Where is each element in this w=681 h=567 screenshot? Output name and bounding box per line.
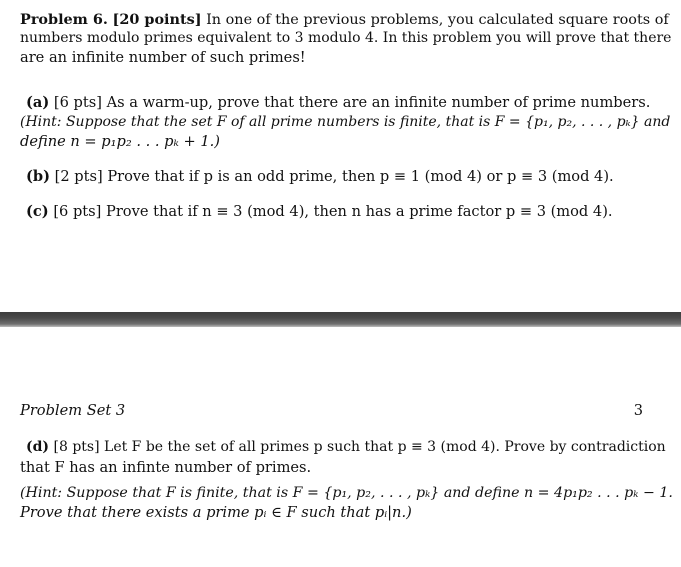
part-d-points: [8 pts] — [53, 439, 100, 455]
intro-text-2: numbers modulo primes equivalent to 3 modulo 4. In this problem you will prove that there — [20, 30, 672, 46]
part-b-points: [2 pts] — [54, 168, 103, 185]
problem-intro-line-1 — [20, 10, 669, 30]
part-a-text: As a warm-up, prove that there are an infinite number of prime numbers. — [106, 94, 651, 111]
page-separator — [0, 312, 681, 327]
part-b-text: Prove that if p is an odd prime, then p ≡ 1 (mod 4) or p ≡ 3 (mod 4). — [107, 168, 614, 185]
part-b-label: (b) — [26, 168, 51, 185]
part-c — [26, 202, 613, 221]
part-d-text-2: that F has an infinte number of primes. — [20, 459, 312, 476]
part-d — [26, 438, 666, 457]
part-c-label: (c) — [26, 203, 49, 220]
part-a-label: (a) — [26, 94, 50, 111]
part-c-text: Prove that if n ≡ 3 (mod 4), then n has a prime factor p ≡ 3 (mod 4). — [106, 203, 613, 220]
problem-points: [20 points] — [112, 11, 202, 28]
part-a-points: [6 pts] — [53, 94, 102, 111]
intro-text-1: In one of the previous problems, you calculated square roots of — [206, 12, 669, 28]
problem-title: Problem 6. — [20, 11, 108, 28]
page-number: 3 — [633, 402, 643, 419]
page-header-left: Problem Set 3 — [20, 402, 126, 419]
part-a-hint-2: define n = p₁p₂ . . . pₖ + 1.) — [20, 133, 220, 150]
part-d-hint-2: Prove that there exists a prime pᵢ ∈ F such that pᵢ|n.) — [20, 504, 412, 521]
part-d-label: (d) — [26, 439, 50, 455]
part-d-hint-1: (Hint: Suppose that F is finite, that is F = {p₁, p₂, . . . , pₖ} and define n = 4p₁p₂ . . . pₖ − 1. — [20, 485, 673, 501]
part-d-text-1: Let F be the set of all primes p such that p ≡ 3 (mod 4). Prove by contradiction — [104, 439, 666, 455]
part-a-hint-1: (Hint: Suppose that the set F of all prime numbers is finite, that is F = {p₁, p₂, . . . , pₖ} and — [20, 114, 671, 130]
part-b — [26, 167, 614, 186]
intro-text-3: are an infinite number of such primes! — [20, 49, 306, 66]
part-c-points: [6 pts] — [53, 203, 102, 220]
part-a — [26, 93, 650, 112]
